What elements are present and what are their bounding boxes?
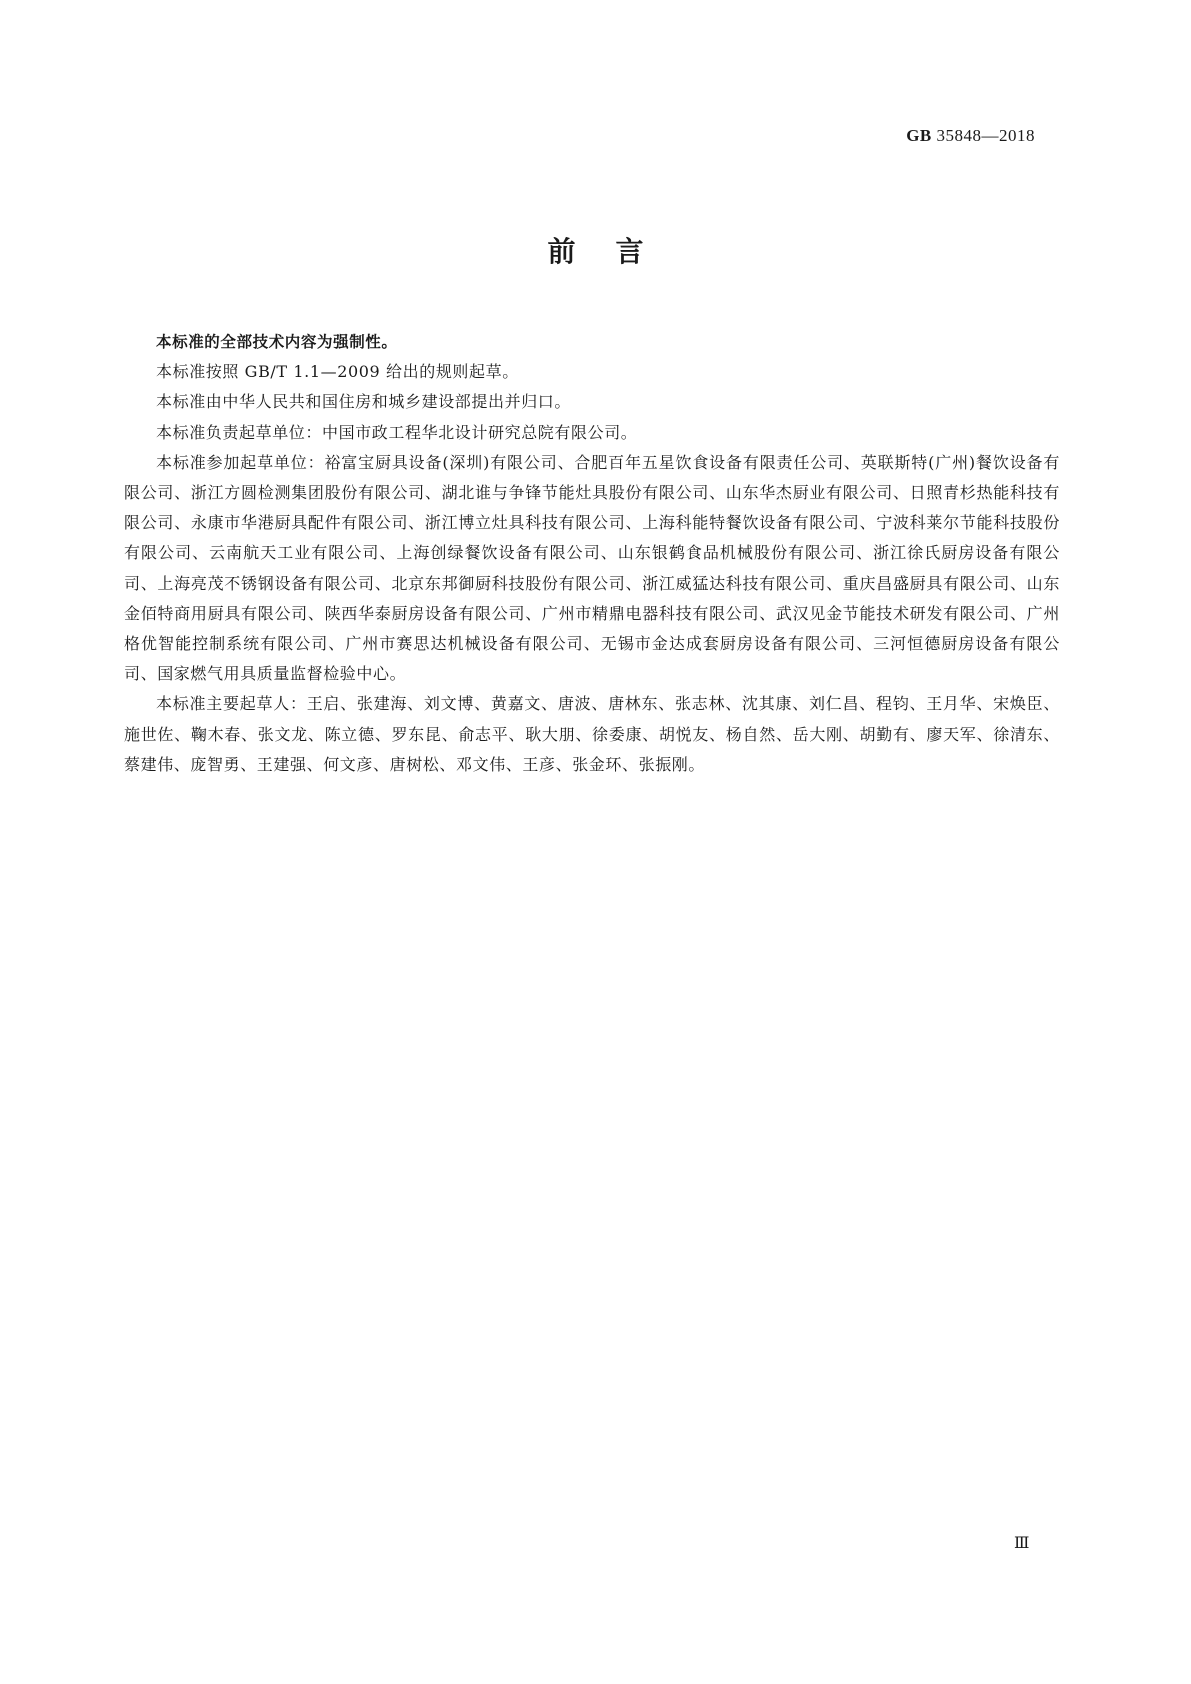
mandatory-statement: 本标准的全部技术内容为强制性。 bbox=[156, 333, 398, 351]
standard-code-prefix: GB bbox=[906, 126, 932, 145]
proposing-authority-paragraph: 本标准由中华人民共和国住房和城乡建设部提出并归口。 bbox=[156, 392, 572, 412]
main-drafters-paragraph: 本标准主要起草人：王启、张建海、刘文博、黄嘉文、唐波、唐林东、张志林、沈其康、刘仁昌、程钧、王月华、宋焕臣、施世佐、鞠木春、张文龙、陈立德、罗东昆、俞志平、耿大朋、徐委康、胡悦友、杨自然、岳大刚、胡勤有、廖天军、徐清东、蔡建伟、庞智勇、王建强、何文彦、唐树松、邓文伟、王彦、张金环、张振刚。 bbox=[124, 694, 1060, 774]
page-title: 前言 bbox=[547, 235, 684, 268]
foreword-body bbox=[124, 327, 1060, 780]
participating-units-paragraph: 本标准参加起草单位：裕富宝厨具设备(深圳)有限公司、合肥百年五星饮食设备有限责任公司、英联斯特(广州)餐饮设备有限公司、浙江方圆检测集团股份有限公司、湖北谁与争锋节能灶具股份有限公司、山东华杰厨业有限公司、日照青杉热能科技有限公司、永康市华港厨具配件有限公司、浙江博立灶具科技有限公司、上海科能特餐饮设备有限公司、宁波科莱尔节能科技股份有限公司、云南航天工业有限公司、上海创绿餐饮设备有限公司、山东银鹤食品机械股份有限公司、浙江徐氏厨房设备有限公司、上海亮茂不锈钢设备有限公司、北京东邦御厨科技股份有限公司、浙江威猛达科技有限公司、重庆昌盛厨具有限公司、山东金佰特商用厨具有限公司、陕西华泰厨房设备有限公司、广州市精鼎电器科技有限公司、武汉见金节能技术研发有限公司、广州格优智能控制系统有限公司、广州市赛思达机械设备有限公司、无锡市金达成套厨房设备有限公司、三河恒德厨房设备有限公司、国家燃气用具质量监督检验中心。 bbox=[124, 452, 1060, 684]
lead-drafter-paragraph: 本标准负责起草单位：中国市政工程华北设计研究总院有限公司。 bbox=[156, 422, 638, 442]
standard-code-number: 35848—2018 bbox=[936, 126, 1035, 145]
standard-code bbox=[906, 126, 1035, 146]
drafting-rules-paragraph: 本标准按照 GB/T 1.1—2009 给出的规则起草。 bbox=[156, 362, 519, 382]
page-number: Ⅲ bbox=[1014, 1535, 1030, 1552]
